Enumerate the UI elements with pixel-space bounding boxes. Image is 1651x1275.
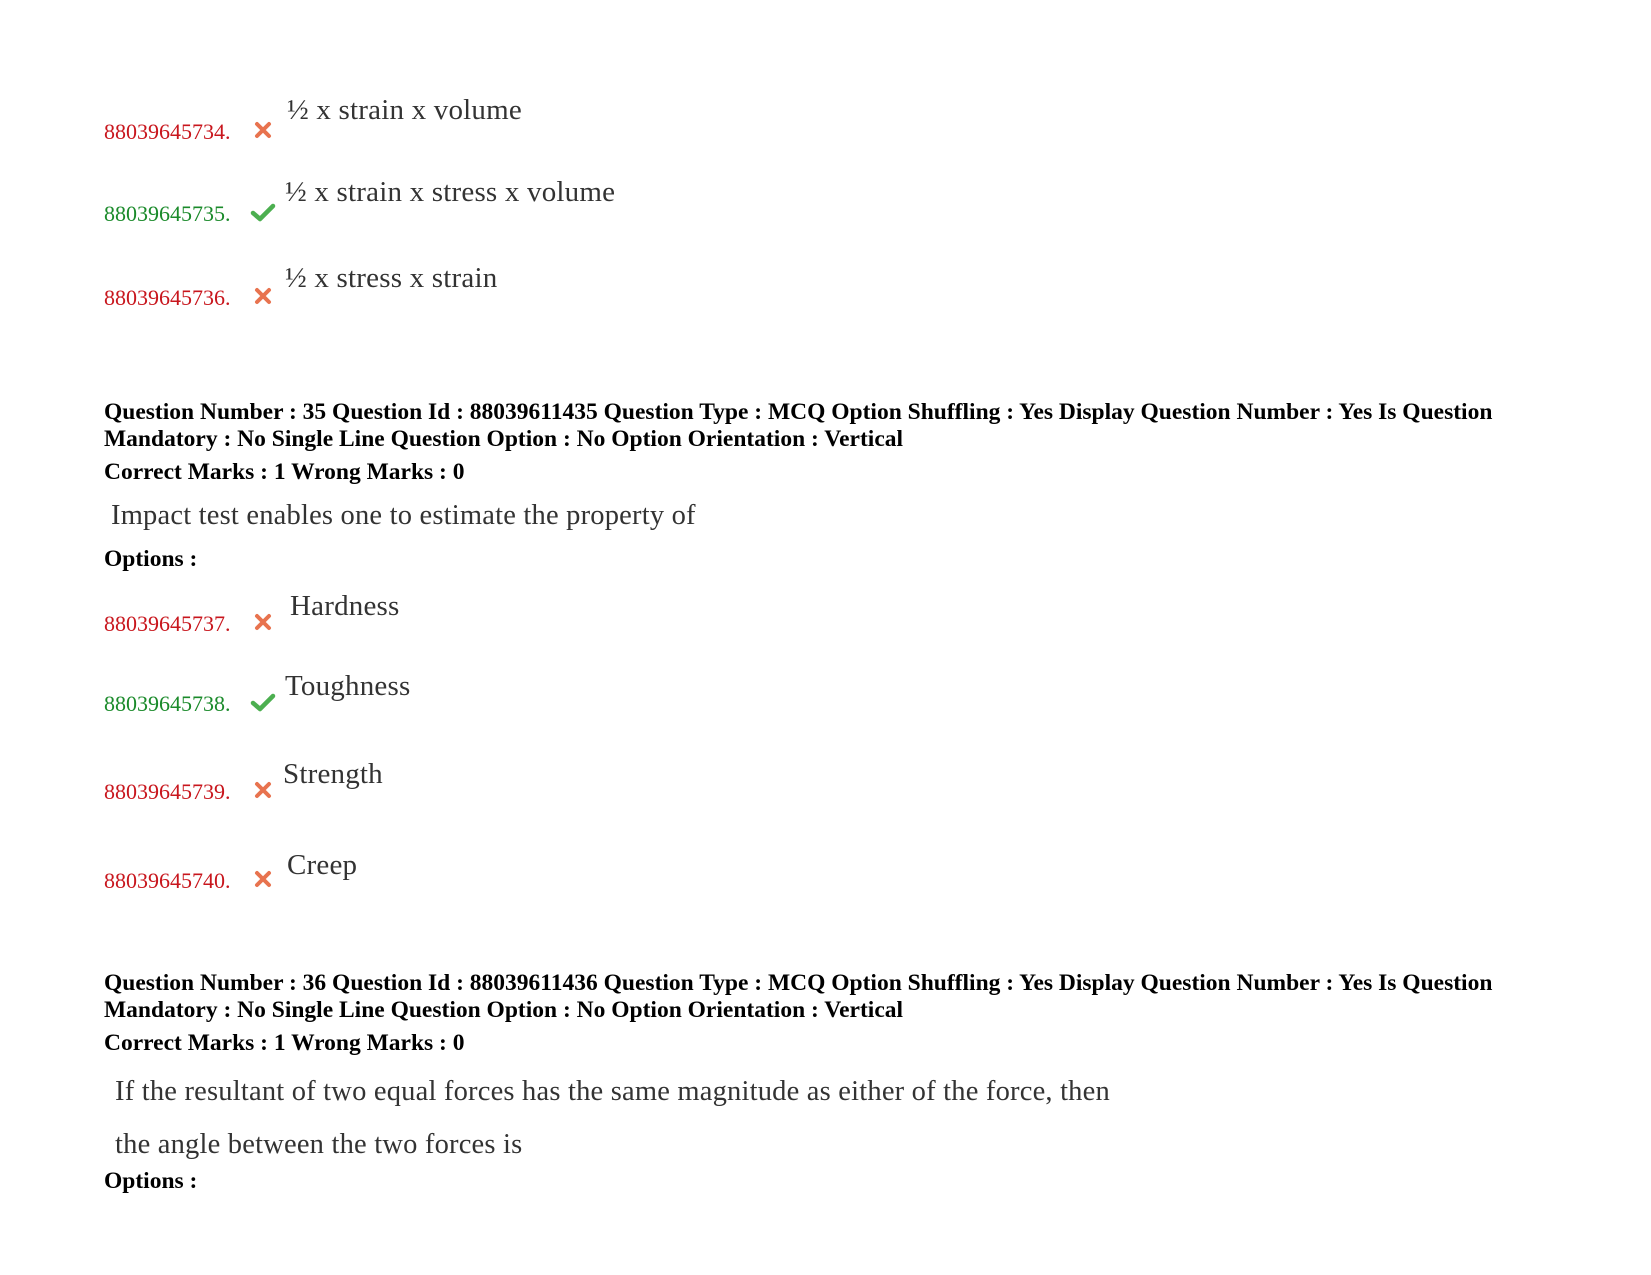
option-text: Creep (287, 849, 358, 881)
question-36-text-line-1: If the resultant of two equal forces has the same magnitude as either of the force, then (115, 1076, 1110, 1107)
question-36-marks: Correct Marks : 1 Wrong Marks : 0 (104, 1030, 465, 1056)
check-icon (250, 692, 276, 712)
cross-icon (252, 120, 274, 140)
option-text: ½ x stress x strain (285, 262, 498, 294)
option-id: 88039645740. (104, 868, 231, 893)
option-text: ½ x strain x stress x volume (285, 176, 616, 208)
option-text: Toughness (285, 670, 411, 702)
option-id: 88039645734. (104, 119, 231, 144)
meta-line-1: Question Number : 35 Question Id : 88039611435 Question Type : MCQ Option Shuffling : Yes Display Question Number : Yes Is Question (104, 399, 1493, 425)
question-36-text-line-2: the angle between the two forces is (115, 1129, 523, 1160)
option-id: 88039645738. (104, 691, 231, 716)
meta-line-2: Mandatory : No Single Line Question Option : No Option Orientation : Vertical (104, 426, 904, 452)
option-text: Strength (283, 758, 383, 790)
cross-icon (252, 869, 274, 889)
option-id: 88039645736. (104, 285, 231, 310)
question-35-options-label: Options : (104, 546, 198, 572)
option-id: 88039645735. (104, 201, 231, 226)
option-text: Hardness (290, 590, 400, 622)
option-text: ½ x strain x volume (287, 94, 522, 126)
question-36-options-label: Options : (104, 1168, 198, 1194)
question-36-meta (104, 970, 1544, 1024)
question-35-text: Impact test enables one to estimate the property of (111, 500, 696, 531)
cross-icon (252, 780, 274, 800)
check-icon (250, 202, 276, 222)
option-id: 88039645739. (104, 779, 231, 804)
option-id: 88039645737. (104, 611, 231, 636)
question-35-meta (104, 399, 1544, 453)
meta-line-1: Question Number : 36 Question Id : 88039611436 Question Type : MCQ Option Shuffling : Yes Display Question Number : Yes Is Question (104, 970, 1493, 996)
cross-icon (252, 286, 274, 306)
question-35-marks: Correct Marks : 1 Wrong Marks : 0 (104, 459, 465, 485)
cross-icon (252, 612, 274, 632)
meta-line-2: Mandatory : No Single Line Question Option : No Option Orientation : Vertical (104, 997, 904, 1023)
